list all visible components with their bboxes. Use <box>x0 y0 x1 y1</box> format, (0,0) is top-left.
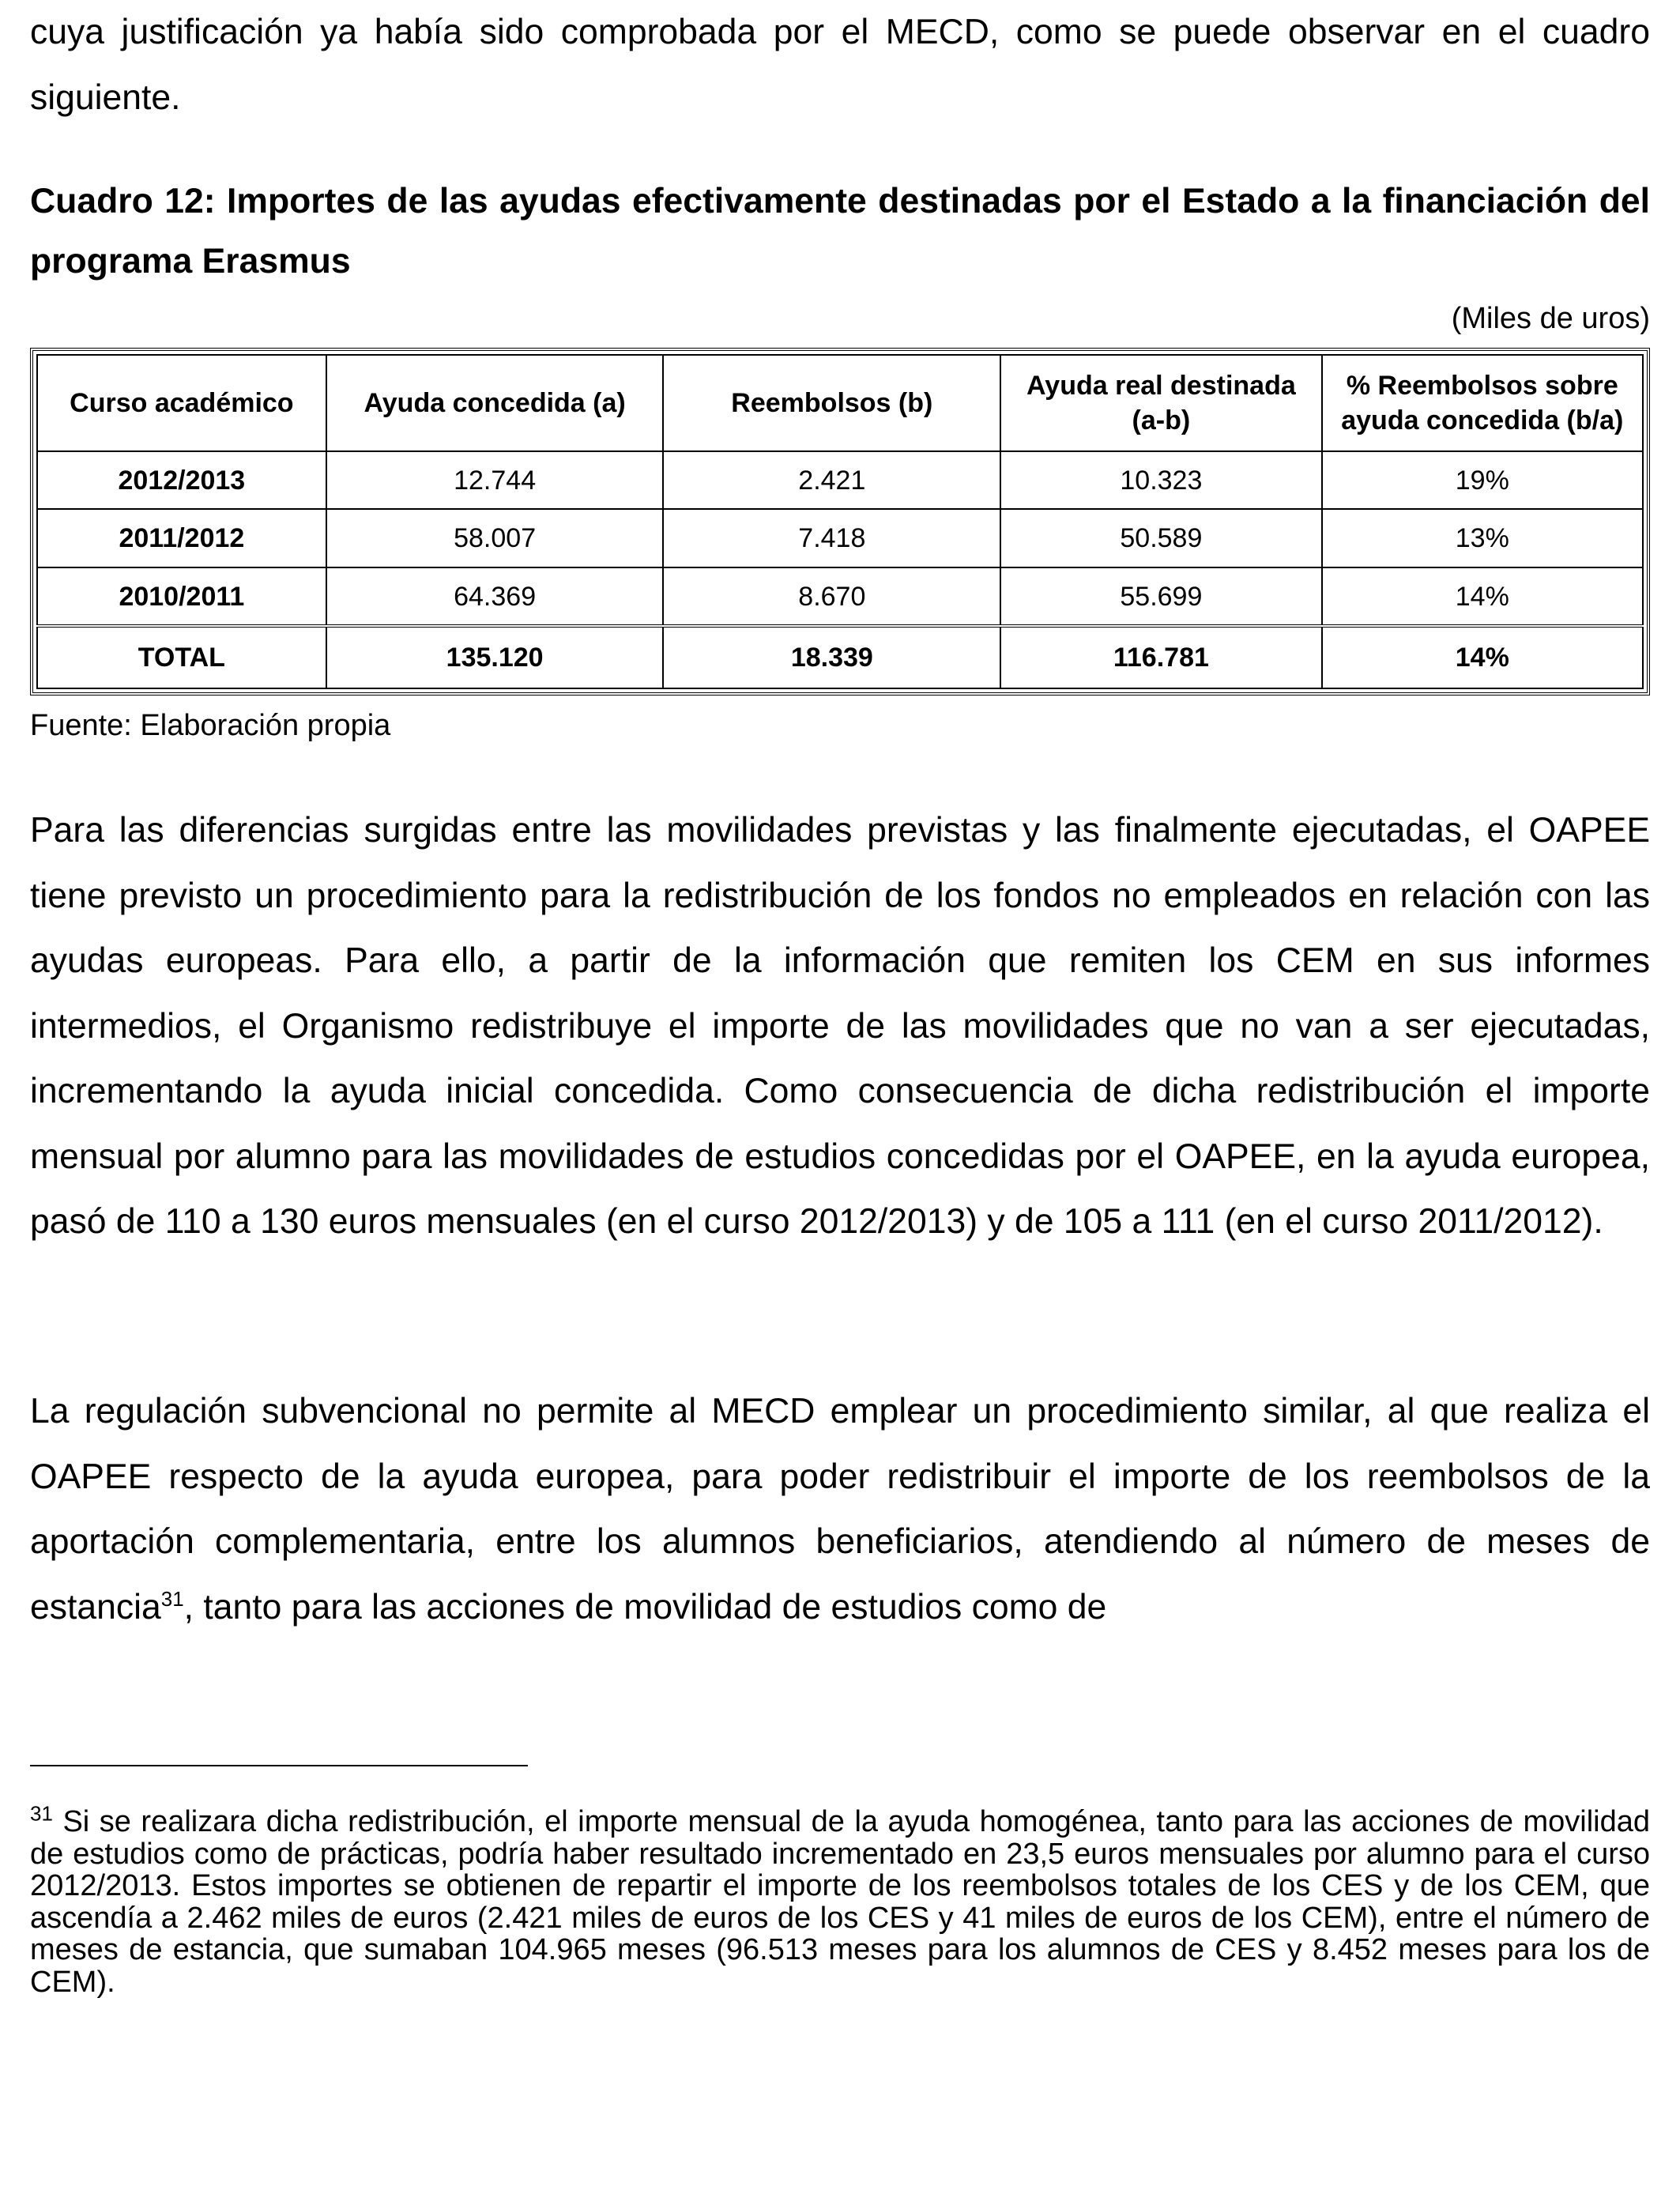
total-cell: 14% <box>1322 626 1643 688</box>
table-cell: 13% <box>1322 509 1643 567</box>
table-cell: 14% <box>1322 567 1643 626</box>
footnote <box>30 1801 1650 1999</box>
table-cell: 12.744 <box>326 451 664 509</box>
body-paragraph-2: Para las diferencias surgidas entre las movilidades previstas y las finalmente ejecutadas, el OAPEE tiene previsto un procedimiento para la redistribución de los fondos no empleados en relación con las ayudas europeas. Para ello, a partir de la información que remiten los CEM en sus informes intermedios, el Organismo redistribuye el importe de las movilidades que no van a ser ejecutadas, incrementando la ayuda inicial concedida. Como consecuencia de dicha redistribución el importe mensual por alumno para las movilidades de estudios concedidas por el OAPEE, en la ayuda europea, pasó de 110 a 130 euros mensuales (en el curso 2012/2013) y de 105 a 111 (en el curso 2011/2012). <box>30 811 1650 1241</box>
header-ayuda-real: Ayuda real destinada (a-b) <box>1000 355 1321 451</box>
footnote-number: 31 <box>30 1801 53 1826</box>
total-cell: 135.120 <box>326 626 664 688</box>
table-source: Fuente: Elaboración propia <box>30 709 391 742</box>
table-cell: 2012/2013 <box>37 451 326 509</box>
table-cell: 50.589 <box>1000 509 1321 567</box>
table-row <box>37 509 1643 567</box>
table-cell: 64.369 <box>326 567 664 626</box>
footnote-separator <box>30 1765 528 1766</box>
footnote-reference[interactable]: 31 <box>160 1586 184 1611</box>
data-table <box>36 354 1644 689</box>
table-cell: 58.007 <box>326 509 664 567</box>
paragraph-3-text: La regulación subvencional no permite al MECD emplear un procedimiento similar, al que realiza el OAPEE respecto de la ayuda europea, para poder redistribuir el importe de los reembolsos de la aportación complementaria, entre los alumnos beneficiarios, atendiendo al número de meses de estancia <box>30 1392 1650 1627</box>
table-cell: 7.418 <box>663 509 1000 567</box>
footnote-text: Si se realizara dicha redistribución, el importe mensual de la ayuda homogénea, tanto para las acciones de movilidad de estudios como de prácticas, podría haber resultado incrementado en 23,5 euros mensuales por alumno para el curso 2012/2013. Estos importes se obtienen de repartir el importe de los reembolsos totales de los CES y de los CEM, que ascendía a 2.462 miles de euros (2.421 miles de euros de los CES y 41 miles de euros de los CEM), entre el número de meses de estancia, que sumaban 104.965 meses (96.513 meses para los alumnos de CES y 8.452 meses para los de CEM). <box>30 1805 1650 1999</box>
intro-paragraph: cuya justificación ya había sido comprobada por el MECD, como se puede observar en el cuadro siguiente. <box>30 13 1650 117</box>
table-frame <box>30 348 1650 696</box>
units-note: (Miles de uros) <box>1451 302 1650 335</box>
table-cell: 2.421 <box>663 451 1000 509</box>
table-header-row <box>37 355 1643 451</box>
header-porcentaje: % Reembolsos sobre ayuda concedida (b/a) <box>1322 355 1643 451</box>
header-curso: Curso académico <box>37 355 326 451</box>
table-total-row <box>37 626 1643 688</box>
table-row <box>37 451 1643 509</box>
table-cell: 8.670 <box>663 567 1000 626</box>
header-ayuda-concedida: Ayuda concedida (a) <box>326 355 664 451</box>
paragraph-3-text-continued: , tanto para las acciones de movilidad de estudios como de <box>183 1587 1107 1627</box>
total-label: TOTAL <box>37 626 326 688</box>
table-caption: Cuadro 12: Importes de las ayudas efectivamente destinadas por el Estado a la financiación del programa Erasmus <box>30 182 1650 281</box>
table-cell: 2010/2011 <box>37 567 326 626</box>
table-cell: 10.323 <box>1000 451 1321 509</box>
table-cell: 55.699 <box>1000 567 1321 626</box>
table-cell: 19% <box>1322 451 1643 509</box>
total-cell: 116.781 <box>1000 626 1321 688</box>
table-cell: 2011/2012 <box>37 509 326 567</box>
table-row <box>37 567 1643 626</box>
header-reembolsos: Reembolsos (b) <box>663 355 1000 451</box>
body-paragraph-3 <box>30 1379 1650 1640</box>
total-cell: 18.339 <box>663 626 1000 688</box>
